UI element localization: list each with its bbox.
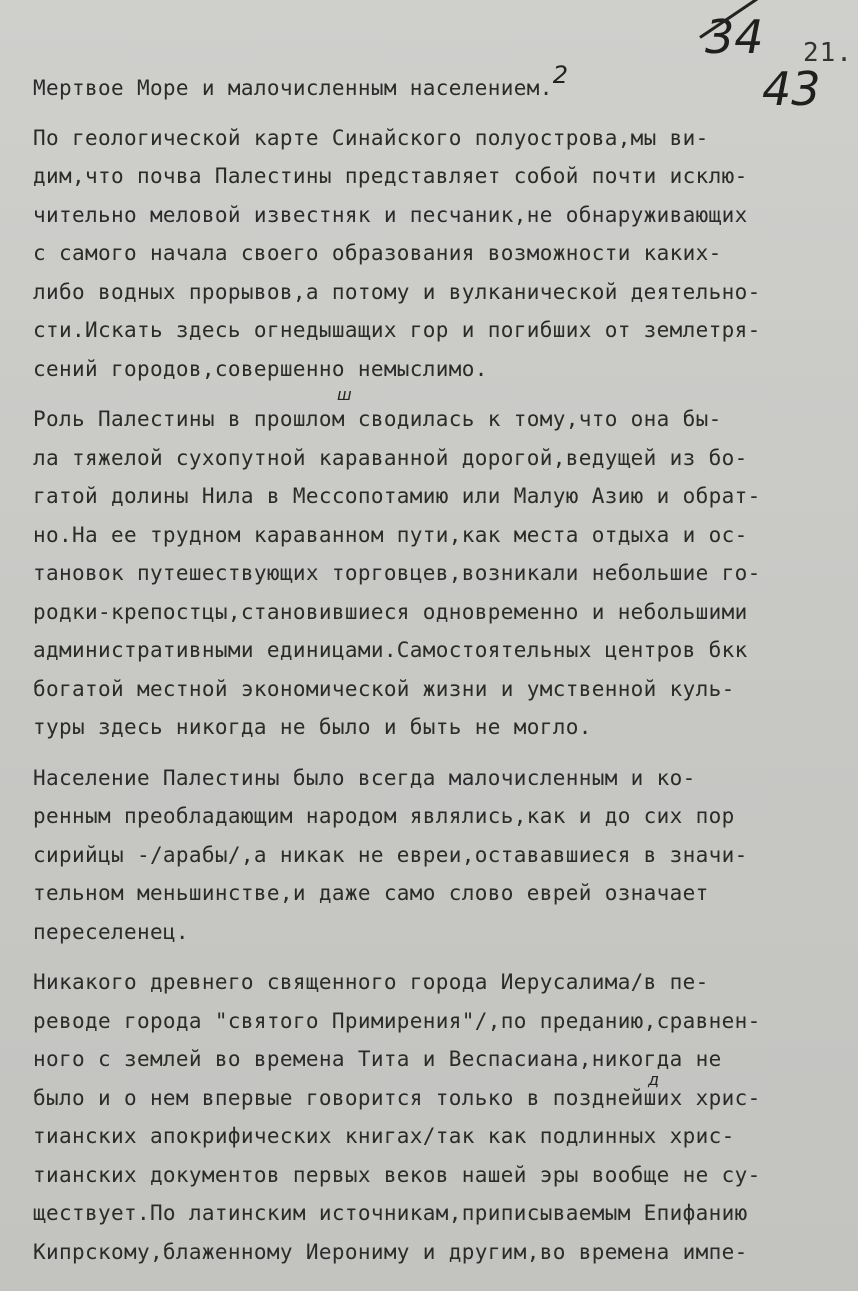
paragraph-gap (33, 388, 858, 400)
text-line: туры здесь никогда не было и быть не могло. (33, 715, 592, 739)
text-line: ренным преобладающим народом являлись,как и до сих пор (33, 804, 735, 828)
archive-number-new: 43 (762, 62, 821, 116)
text-line: Никакого древнего священного города Иерусалима/в пе- (33, 970, 709, 994)
text-line: тановок путешествующих торговцев,возникали небольшие го- (33, 561, 761, 585)
handwritten-insertion-mark-2: д (648, 1070, 660, 1089)
typewritten-text (33, 61, 858, 1271)
paragraph-gap (33, 951, 858, 963)
page-number: 21. (803, 38, 853, 68)
text-line: переселенец. (33, 919, 189, 944)
text-line: родки-крепостцы,становившиеся одновременно и небольшими (33, 599, 748, 624)
text-line: Роль Палестины в прошлом сводилась к тому,что она бы- (33, 407, 722, 431)
text-line (33, 61, 858, 107)
text-line: дим,что почва Палестины представляет собой почти исклю- (33, 164, 748, 188)
text-line: либо водных прорывов,а потому и вулканической деятельно- (33, 279, 761, 304)
text-line: с самого начала своего образования возможности каких- (33, 241, 722, 265)
text-line: ществует.По латинским источникам,приписываемым Епифанию (33, 1201, 748, 1225)
handwritten-footnote-mark: 2 (552, 61, 569, 89)
text-line: тианских апокрифических книгах/так как подлинных хрис- (33, 1124, 735, 1148)
paragraph-gap (33, 107, 858, 119)
text-line: ла тяжелой сухопутной караванной дорогой,ведущей из бо- (33, 445, 748, 470)
text-line: Кипрскому,блаженному Иерониму и другим,во времена импе- (33, 1239, 748, 1264)
text-line: сирийцы -/арабы/,а никак не евреи,остававшиеся в значи- (33, 842, 748, 867)
text-line: было и о нем впервые говорится только в позднейших хрис- (33, 1085, 761, 1110)
text-line: реводе города "святого Примирения"/,по преданию,сравнен- (33, 1008, 761, 1033)
text-line: административными единицами.Самостоятельных центров бкк (33, 638, 748, 662)
text-line: тианских документов первых веков нашей эры вообще не су- (33, 1162, 761, 1187)
text-line: гатой долины Нила в Мессопотамию или Малую Азию и обрат- (33, 484, 761, 508)
text-line: ного с землей во времена Тита и Веспасиана,никогда не (33, 1047, 722, 1071)
text-line: Население Палестины было всегда малочисленным и ко- (33, 765, 696, 790)
text-line: чительно меловой известняк и песчаник,не обнаруживающих (33, 202, 748, 227)
text-line: богатой местной экономической жизни и умственной куль- (33, 676, 735, 701)
text-line: сений городов,совершенно немыслимо. (33, 356, 488, 381)
archive-number-old: 34 (705, 10, 764, 64)
text-line: По геологической карте Синайского полуострова,мы ви- (33, 125, 709, 150)
text-line: но.На ее трудном караванном пути,как места отдыха и ос- (33, 522, 748, 547)
handwritten-insertion-mark: ш (337, 385, 352, 404)
text-line-content: Мертвое Море и малочисленным населением. (33, 76, 553, 100)
text-line: сти.Искать здесь огнедышащих гор и погибших от землетря- (33, 318, 761, 342)
text-line: тельном меньшинстве,и даже само слово еврей означает (33, 881, 709, 905)
paragraph-gap (33, 747, 858, 759)
